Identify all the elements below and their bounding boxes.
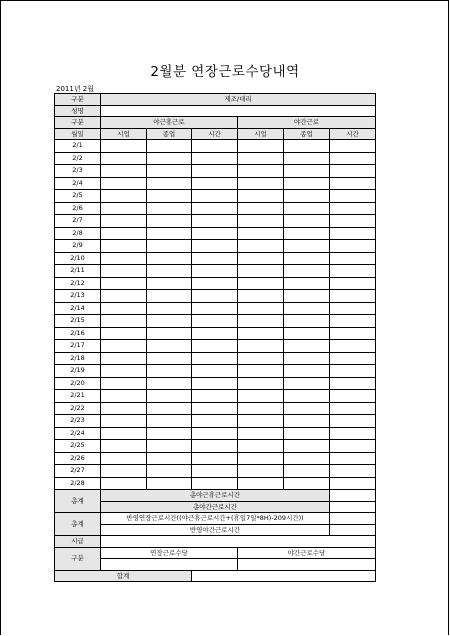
- time-cell[interactable]: [284, 240, 330, 253]
- time-cell[interactable]: [238, 452, 284, 465]
- time-cell[interactable]: [330, 152, 376, 165]
- time-cell[interactable]: [192, 415, 238, 428]
- time-cell[interactable]: [192, 440, 238, 453]
- time-cell[interactable]: [101, 465, 147, 478]
- time-cell[interactable]: [101, 190, 147, 203]
- group-night-header: 야간근로: [238, 117, 376, 129]
- time-cell[interactable]: [101, 327, 147, 340]
- time-cell[interactable]: [330, 377, 376, 390]
- table-row: [55, 227, 376, 240]
- time-cell[interactable]: [147, 327, 192, 340]
- time-cell[interactable]: [101, 265, 147, 278]
- time-cell[interactable]: [238, 352, 284, 365]
- time-cell[interactable]: [147, 302, 192, 315]
- time-cell[interactable]: [238, 477, 284, 490]
- time-cell[interactable]: [147, 165, 192, 178]
- table-row: [55, 215, 376, 228]
- time-cell[interactable]: [330, 190, 376, 203]
- time-cell[interactable]: [238, 152, 284, 165]
- time-cell[interactable]: [101, 415, 147, 428]
- time-cell[interactable]: [192, 302, 238, 315]
- time-cell[interactable]: [284, 390, 330, 403]
- time-cell[interactable]: [101, 377, 147, 390]
- day-cell: 2/3: [55, 165, 101, 178]
- sum-label: 합계: [55, 570, 192, 582]
- time-cell[interactable]: [147, 152, 192, 165]
- time-cell[interactable]: [101, 227, 147, 240]
- time-cell[interactable]: [101, 215, 147, 228]
- allowance-overtime-label: 연장근로수당: [101, 547, 238, 559]
- day-cell: 2/13: [55, 290, 101, 303]
- time-cell[interactable]: [192, 177, 238, 190]
- time-cell[interactable]: [147, 190, 192, 203]
- time-cell[interactable]: [192, 240, 238, 253]
- day-cell: 2/10: [55, 252, 101, 265]
- time-cell[interactable]: [330, 340, 376, 353]
- time-cell[interactable]: [330, 227, 376, 240]
- day-cell: 2/20: [55, 377, 101, 390]
- table-row: [55, 377, 376, 390]
- table-row: [55, 340, 376, 353]
- time-cell[interactable]: [147, 265, 192, 278]
- time-cell[interactable]: [330, 252, 376, 265]
- time-cell[interactable]: [238, 402, 284, 415]
- day-cell: 2/15: [55, 315, 101, 328]
- time-cell[interactable]: [147, 402, 192, 415]
- time-cell[interactable]: [192, 327, 238, 340]
- total-night-value[interactable]: [330, 501, 376, 513]
- time-cell[interactable]: [192, 390, 238, 403]
- total-label-1: 총계: [55, 490, 101, 513]
- time-cell[interactable]: [192, 340, 238, 353]
- col-time-1: 시간: [192, 128, 238, 140]
- wage-value[interactable]: [101, 536, 376, 548]
- time-cell[interactable]: [147, 340, 192, 353]
- time-cell[interactable]: [238, 190, 284, 203]
- allowance-overtime-value[interactable]: [101, 559, 238, 571]
- time-cell[interactable]: [147, 390, 192, 403]
- time-cell[interactable]: [101, 165, 147, 178]
- day-cell: 2/11: [55, 265, 101, 278]
- table-row: [55, 190, 376, 203]
- allowance-night-value[interactable]: [238, 559, 376, 571]
- time-cell[interactable]: [238, 290, 284, 303]
- time-cell[interactable]: [192, 265, 238, 278]
- time-cell[interactable]: [238, 215, 284, 228]
- time-cell[interactable]: [192, 140, 238, 153]
- day-cell: 2/8: [55, 227, 101, 240]
- time-cell[interactable]: [330, 165, 376, 178]
- time-cell[interactable]: [192, 277, 238, 290]
- time-cell[interactable]: [284, 427, 330, 440]
- time-cell[interactable]: [147, 140, 192, 153]
- time-cell[interactable]: [192, 377, 238, 390]
- day-cell: 2/14: [55, 302, 101, 315]
- time-cell[interactable]: [147, 290, 192, 303]
- time-cell[interactable]: [147, 252, 192, 265]
- time-cell[interactable]: [192, 427, 238, 440]
- time-cell[interactable]: [192, 165, 238, 178]
- time-cell[interactable]: [101, 290, 147, 303]
- time-cell[interactable]: [330, 390, 376, 403]
- time-cell[interactable]: [284, 402, 330, 415]
- time-cell[interactable]: [192, 227, 238, 240]
- time-cell[interactable]: [284, 215, 330, 228]
- day-cell: 2/12: [55, 277, 101, 290]
- time-cell[interactable]: [101, 365, 147, 378]
- day-cell: 2/24: [55, 427, 101, 440]
- time-cell[interactable]: [192, 477, 238, 490]
- table-row: [55, 240, 376, 253]
- time-cell[interactable]: [284, 190, 330, 203]
- time-cell[interactable]: [330, 402, 376, 415]
- allowance-night-label: 야간근로수당: [238, 547, 376, 559]
- time-cell[interactable]: [330, 240, 376, 253]
- name-label: 성명: [55, 105, 101, 117]
- time-cell[interactable]: [284, 377, 330, 390]
- time-cell[interactable]: [284, 365, 330, 378]
- table-row: [55, 315, 376, 328]
- time-cell[interactable]: [284, 290, 330, 303]
- time-cell[interactable]: [101, 477, 147, 490]
- time-cell[interactable]: [101, 140, 147, 153]
- day-cell: 2/28: [55, 477, 101, 490]
- time-cell[interactable]: [147, 377, 192, 390]
- overtime-table: [54, 93, 376, 582]
- time-cell[interactable]: [330, 202, 376, 215]
- table-row: [55, 477, 376, 490]
- col-end-2: 종업: [284, 128, 330, 140]
- time-cell[interactable]: [192, 252, 238, 265]
- table-row: [55, 265, 376, 278]
- division-label: 구분: [55, 94, 101, 106]
- time-cell[interactable]: [284, 140, 330, 153]
- time-cell[interactable]: [330, 215, 376, 228]
- time-cell[interactable]: [147, 415, 192, 428]
- day-cell: 2/7: [55, 215, 101, 228]
- total-label-2: 총계: [55, 513, 101, 536]
- time-cell[interactable]: [192, 202, 238, 215]
- time-cell[interactable]: [238, 377, 284, 390]
- group-overtime-header: 야근휴근로: [101, 117, 238, 129]
- time-cell[interactable]: [147, 202, 192, 215]
- reflect-overtime-value[interactable]: [330, 513, 376, 525]
- time-cell[interactable]: [238, 327, 284, 340]
- document-title: 2월분 연장근로수당내역: [150, 64, 300, 80]
- time-cell[interactable]: [330, 177, 376, 190]
- time-cell[interactable]: [284, 340, 330, 353]
- time-cell[interactable]: [147, 240, 192, 253]
- time-cell[interactable]: [284, 315, 330, 328]
- time-cell[interactable]: [330, 277, 376, 290]
- table-row: [55, 402, 376, 415]
- day-cell: 2/26: [55, 452, 101, 465]
- time-cell[interactable]: [284, 452, 330, 465]
- day-cell: 2/4: [55, 177, 101, 190]
- time-cell[interactable]: [192, 190, 238, 203]
- kind-label: 구분: [55, 117, 101, 129]
- time-cell[interactable]: [330, 265, 376, 278]
- table-row: [55, 327, 376, 340]
- time-cell[interactable]: [238, 465, 284, 478]
- col-time-2: 시간: [330, 128, 376, 140]
- day-cell: 2/19: [55, 365, 101, 378]
- total-overtime-label: 총야근휴근로시간: [101, 490, 330, 502]
- time-cell[interactable]: [147, 452, 192, 465]
- time-cell[interactable]: [284, 277, 330, 290]
- wage-label: 시급: [55, 536, 101, 548]
- time-cell[interactable]: [101, 452, 147, 465]
- time-cell[interactable]: [147, 427, 192, 440]
- time-cell[interactable]: [101, 440, 147, 453]
- day-cell: 2/25: [55, 440, 101, 453]
- division-value: 제조/대리: [101, 94, 376, 106]
- time-cell[interactable]: [330, 140, 376, 153]
- time-cell[interactable]: [238, 390, 284, 403]
- reflect-night-label: 반영야간근로시간: [101, 524, 330, 536]
- day-cell: 2/9: [55, 240, 101, 253]
- time-cell[interactable]: [284, 252, 330, 265]
- time-cell[interactable]: [330, 315, 376, 328]
- time-cell[interactable]: [101, 390, 147, 403]
- sum-value[interactable]: [192, 570, 376, 582]
- table-row: [55, 290, 376, 303]
- date-label: 2011년 2월: [56, 85, 95, 93]
- time-cell[interactable]: [284, 165, 330, 178]
- time-cell[interactable]: [192, 402, 238, 415]
- time-cell[interactable]: [238, 415, 284, 428]
- time-cell[interactable]: [284, 327, 330, 340]
- time-cell[interactable]: [238, 277, 284, 290]
- table-row: [55, 440, 376, 453]
- time-cell[interactable]: [238, 240, 284, 253]
- time-cell[interactable]: [101, 302, 147, 315]
- time-cell[interactable]: [238, 252, 284, 265]
- time-cell[interactable]: [147, 365, 192, 378]
- time-cell[interactable]: [238, 177, 284, 190]
- table-row: [55, 365, 376, 378]
- table-row: [55, 177, 376, 190]
- time-cell[interactable]: [192, 315, 238, 328]
- time-cell[interactable]: [147, 440, 192, 453]
- table-row: [55, 465, 376, 478]
- time-cell[interactable]: [192, 465, 238, 478]
- time-cell[interactable]: [101, 240, 147, 253]
- total-overtime-value[interactable]: [330, 490, 376, 502]
- day-cell: 2/5: [55, 190, 101, 203]
- time-cell[interactable]: [284, 302, 330, 315]
- time-cell[interactable]: [284, 202, 330, 215]
- time-cell[interactable]: [238, 165, 284, 178]
- col-end-1: 종업: [147, 128, 192, 140]
- table-row: [55, 352, 376, 365]
- time-cell[interactable]: [238, 202, 284, 215]
- time-cell[interactable]: [238, 265, 284, 278]
- time-cell[interactable]: [330, 365, 376, 378]
- time-cell[interactable]: [284, 352, 330, 365]
- time-cell[interactable]: [101, 202, 147, 215]
- table-row: [55, 277, 376, 290]
- time-cell[interactable]: [192, 152, 238, 165]
- days-body: [55, 140, 376, 490]
- col-start-2: 시업: [238, 128, 284, 140]
- time-cell[interactable]: [330, 327, 376, 340]
- time-cell[interactable]: [147, 465, 192, 478]
- table-row: [55, 140, 376, 153]
- time-cell[interactable]: [284, 152, 330, 165]
- time-cell[interactable]: [192, 352, 238, 365]
- day-cell: 2/21: [55, 390, 101, 403]
- time-cell[interactable]: [147, 227, 192, 240]
- time-cell[interactable]: [330, 427, 376, 440]
- time-cell[interactable]: [238, 227, 284, 240]
- time-cell[interactable]: [192, 365, 238, 378]
- day-cell: 2/16: [55, 327, 101, 340]
- time-cell[interactable]: [238, 315, 284, 328]
- day-cell: 2/22: [55, 402, 101, 415]
- time-cell[interactable]: [101, 277, 147, 290]
- time-cell[interactable]: [147, 352, 192, 365]
- time-cell[interactable]: [330, 452, 376, 465]
- table-row: [55, 152, 376, 165]
- time-cell[interactable]: [284, 227, 330, 240]
- time-cell[interactable]: [101, 427, 147, 440]
- time-cell[interactable]: [238, 427, 284, 440]
- time-cell[interactable]: [147, 215, 192, 228]
- time-cell[interactable]: [284, 415, 330, 428]
- table-row: [55, 390, 376, 403]
- time-cell[interactable]: [101, 177, 147, 190]
- table-row: [55, 252, 376, 265]
- time-cell[interactable]: [330, 290, 376, 303]
- allowance-kind-label: 구분: [55, 547, 101, 570]
- reflect-overtime-label: 반영연장근로시간((야근휴근로시간+(휴일7일*8H)-209시간)): [101, 513, 330, 525]
- time-cell[interactable]: [284, 440, 330, 453]
- day-cell: 2/6: [55, 202, 101, 215]
- time-cell[interactable]: [192, 452, 238, 465]
- time-cell[interactable]: [330, 477, 376, 490]
- time-cell[interactable]: [101, 315, 147, 328]
- time-cell[interactable]: [101, 152, 147, 165]
- time-cell[interactable]: [330, 302, 376, 315]
- table-row: [55, 415, 376, 428]
- time-cell[interactable]: [238, 302, 284, 315]
- day-cell: 2/18: [55, 352, 101, 365]
- day-cell: 2/17: [55, 340, 101, 353]
- total-night-label: 총야간근로시간: [101, 501, 330, 513]
- time-cell[interactable]: [101, 352, 147, 365]
- table-row: [55, 302, 376, 315]
- col-start-1: 시업: [101, 128, 147, 140]
- time-cell[interactable]: [330, 440, 376, 453]
- name-value[interactable]: [101, 105, 376, 117]
- time-cell[interactable]: [284, 177, 330, 190]
- time-cell[interactable]: [238, 365, 284, 378]
- time-cell[interactable]: [238, 140, 284, 153]
- time-cell[interactable]: [238, 340, 284, 353]
- time-cell[interactable]: [330, 352, 376, 365]
- table-row: [55, 202, 376, 215]
- time-cell[interactable]: [147, 177, 192, 190]
- time-cell[interactable]: [101, 402, 147, 415]
- time-cell[interactable]: [284, 477, 330, 490]
- time-cell[interactable]: [147, 315, 192, 328]
- time-cell[interactable]: [101, 340, 147, 353]
- table-row: [55, 452, 376, 465]
- table-row: [55, 427, 376, 440]
- time-cell[interactable]: [147, 277, 192, 290]
- time-cell[interactable]: [284, 465, 330, 478]
- time-cell[interactable]: [284, 265, 330, 278]
- time-cell[interactable]: [192, 215, 238, 228]
- time-cell[interactable]: [101, 252, 147, 265]
- day-cell: 2/23: [55, 415, 101, 428]
- table-row: [55, 165, 376, 178]
- time-cell[interactable]: [147, 477, 192, 490]
- day-label: 월일: [55, 128, 101, 140]
- reflect-night-value[interactable]: [330, 524, 376, 536]
- time-cell[interactable]: [330, 465, 376, 478]
- time-cell[interactable]: [238, 440, 284, 453]
- day-cell: 2/2: [55, 152, 101, 165]
- time-cell[interactable]: [330, 415, 376, 428]
- day-cell: 2/27: [55, 465, 101, 478]
- time-cell[interactable]: [192, 290, 238, 303]
- day-cell: 2/1: [55, 140, 101, 153]
